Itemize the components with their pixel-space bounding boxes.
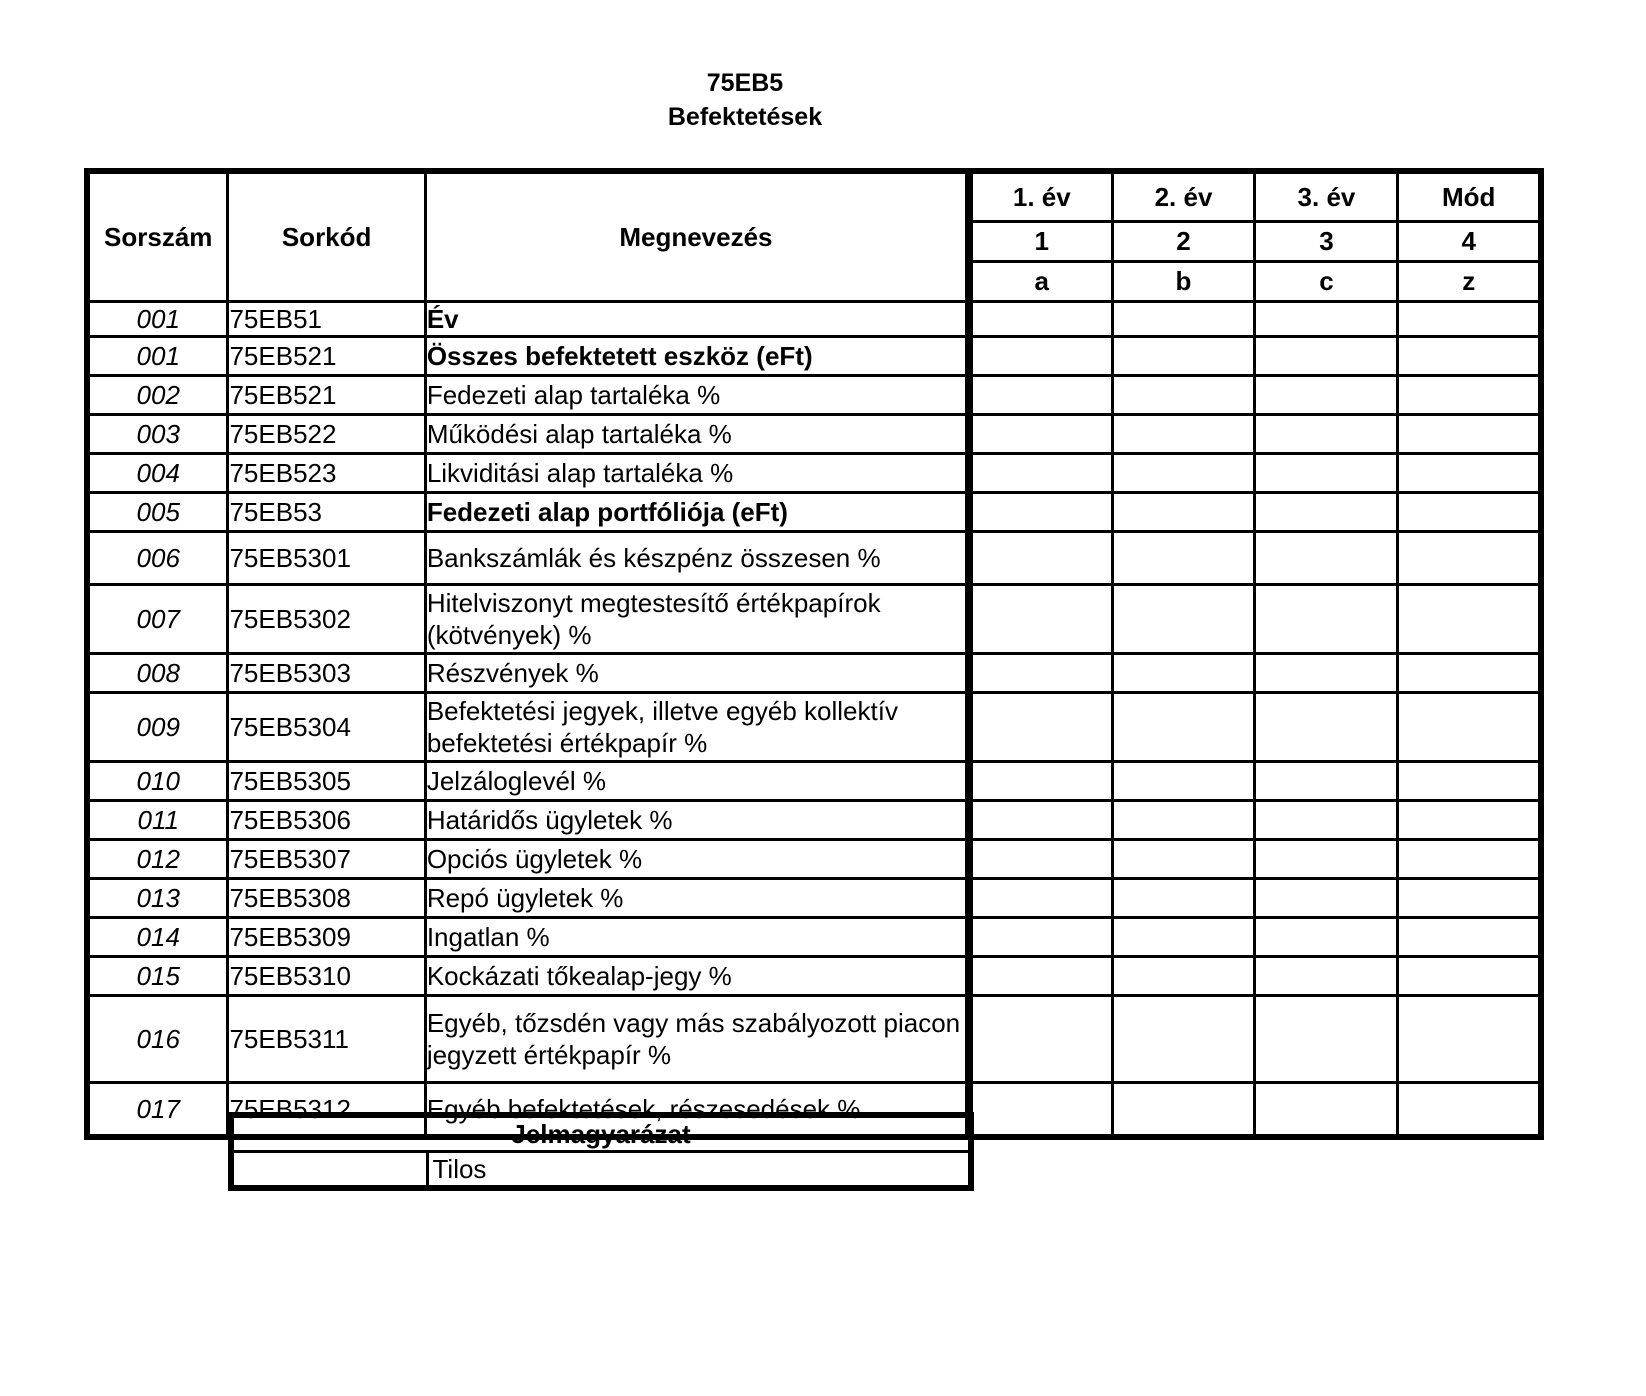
row-number: 003 (87, 415, 228, 454)
table-row (87, 654, 1541, 693)
row-code: 75EB521 (228, 337, 425, 376)
value-cell-col-1[interactable] (969, 302, 1112, 337)
table-row (87, 693, 1541, 762)
row-name: Bankszámlák és készpénz összesen % (425, 532, 969, 585)
value-cell-col-1[interactable] (969, 840, 1112, 879)
value-cell-col-1[interactable] (969, 879, 1112, 918)
row-code: 75EB5304 (228, 693, 425, 762)
row-code: 75EB5307 (228, 840, 425, 879)
value-cell-col-1[interactable] (969, 532, 1112, 585)
value-cell-col-4[interactable] (1398, 337, 1541, 376)
value-cell-col-4[interactable] (1398, 801, 1541, 840)
value-cell-col-4[interactable] (1398, 762, 1541, 801)
value-cell-col-3[interactable] (1255, 376, 1398, 415)
value-cell-col-3[interactable] (1255, 302, 1398, 337)
row-number: 010 (87, 762, 228, 801)
legend-table (228, 1112, 974, 1191)
value-cell-col-4[interactable] (1398, 493, 1541, 532)
value-cell-col-3[interactable] (1255, 585, 1398, 654)
header-col-4-letter: z (1398, 262, 1541, 302)
row-code: 75EB5305 (228, 762, 425, 801)
header-col-2-label: 2. év (1112, 171, 1255, 222)
row-number: 011 (87, 801, 228, 840)
table-row (87, 415, 1541, 454)
table-row (87, 376, 1541, 415)
header-col-4-num: 4 (1398, 222, 1541, 262)
table-row (87, 585, 1541, 654)
value-cell-col-2[interactable] (1112, 585, 1255, 654)
value-cell-col-1[interactable] (969, 654, 1112, 693)
row-name: Befektetési jegyek, illetve egyéb kollektív befektetési értékpapír % (425, 693, 969, 762)
row-name: Likviditási alap tartaléka % (425, 454, 969, 493)
value-cell-col-2[interactable] (1112, 693, 1255, 762)
value-cell-col-2[interactable] (1112, 1083, 1255, 1138)
legend-swatch (231, 1152, 427, 1189)
value-cell-col-2[interactable] (1112, 493, 1255, 532)
value-cell-col-4[interactable] (1398, 585, 1541, 654)
form-title: Befektetések (667, 103, 823, 131)
form-code: 75EB5 (706, 69, 784, 97)
row-name: Kockázati tőkealap-jegy % (425, 957, 969, 996)
value-cell-col-3[interactable] (1255, 918, 1398, 957)
header-sorszam: Sorszám (87, 171, 228, 302)
value-cell-col-1[interactable] (969, 693, 1112, 762)
value-cell-col-1[interactable] (969, 585, 1112, 654)
value-cell-col-1[interactable] (969, 415, 1112, 454)
row-number: 012 (87, 840, 228, 879)
value-cell-col-2[interactable] (1112, 762, 1255, 801)
value-cell-col-2[interactable] (1112, 918, 1255, 957)
value-cell-col-3[interactable] (1255, 1083, 1398, 1138)
main-table (84, 168, 1544, 1140)
row-number: 009 (87, 693, 228, 762)
header-megnevezes: Megnevezés (425, 171, 969, 302)
row-number: 006 (87, 532, 228, 585)
value-cell-col-2[interactable] (1112, 996, 1255, 1083)
value-cell-col-1[interactable] (969, 762, 1112, 801)
value-cell-col-3[interactable] (1255, 957, 1398, 996)
table-row (87, 918, 1541, 957)
row-code: 75EB521 (228, 376, 425, 415)
row-number: 001 (87, 337, 228, 376)
row-name: Repó ügyletek % (425, 879, 969, 918)
value-cell-col-2[interactable] (1112, 879, 1255, 918)
legend-title: Jelmagyarázat (231, 1115, 971, 1152)
row-name: Ingatlan % (425, 918, 969, 957)
value-cell-col-4[interactable] (1398, 302, 1541, 337)
header-col-3-letter: c (1255, 262, 1398, 302)
header-col-3-num: 3 (1255, 222, 1398, 262)
value-cell-col-4[interactable] (1398, 1083, 1541, 1138)
row-name: Összes befektetett eszköz (eFt) (425, 337, 969, 376)
table-row (87, 879, 1541, 918)
value-cell-col-1[interactable] (969, 918, 1112, 957)
table-row (87, 532, 1541, 585)
value-cell-col-1[interactable] (969, 1083, 1112, 1138)
value-cell-col-2[interactable] (1112, 840, 1255, 879)
value-cell-col-3[interactable] (1255, 532, 1398, 585)
row-code: 75EB5308 (228, 879, 425, 918)
row-code: 75EB5312 (228, 1083, 425, 1138)
table-row (87, 996, 1541, 1083)
table-row (87, 454, 1541, 493)
value-cell-col-4[interactable] (1398, 879, 1541, 918)
row-name: Hitelviszonyt megtestesítő értékpapírok (kötvények) % (425, 585, 969, 654)
row-name: Fedezeti alap tartaléka % (425, 376, 969, 415)
header-col-3-label: 3. év (1255, 171, 1398, 222)
row-name: Opciós ügyletek % (425, 840, 969, 879)
row-name: Határidős ügyletek % (425, 801, 969, 840)
value-cell-col-2[interactable] (1112, 654, 1255, 693)
table-row (87, 337, 1541, 376)
value-cell-col-3[interactable] (1255, 840, 1398, 879)
row-name: Év (425, 302, 969, 337)
row-number: 008 (87, 654, 228, 693)
value-cell-col-1[interactable] (969, 996, 1112, 1083)
table-row (87, 801, 1541, 840)
header-sorkod: Sorkód (228, 171, 425, 302)
value-cell-col-4[interactable] (1398, 454, 1541, 493)
value-cell-col-2[interactable] (1112, 415, 1255, 454)
row-name: Egyéb, tőzsdén vagy más szabályozott piacon jegyzett értékpapír % (425, 996, 969, 1083)
value-cell-col-3[interactable] (1255, 654, 1398, 693)
value-cell-col-3[interactable] (1255, 762, 1398, 801)
row-number: 015 (87, 957, 228, 996)
row-code: 75EB5310 (228, 957, 425, 996)
row-code: 75EB51 (228, 302, 425, 337)
row-code: 75EB522 (228, 415, 425, 454)
header-col-1-label: 1. év (969, 171, 1112, 222)
header-col-4-label: Mód (1398, 171, 1541, 222)
row-code: 75EB5301 (228, 532, 425, 585)
value-cell-col-3[interactable] (1255, 879, 1398, 918)
header-col-2-letter: b (1112, 262, 1255, 302)
value-cell-col-2[interactable] (1112, 376, 1255, 415)
value-cell-col-2[interactable] (1112, 337, 1255, 376)
row-name: Működési alap tartaléka % (425, 415, 969, 454)
title-block (0, 66, 1490, 134)
value-cell-col-3[interactable] (1255, 801, 1398, 840)
row-name: Jelzáloglevél % (425, 762, 969, 801)
value-cell-col-3[interactable] (1255, 337, 1398, 376)
value-cell-col-4[interactable] (1398, 415, 1541, 454)
row-code: 75EB5303 (228, 654, 425, 693)
table-row (87, 493, 1541, 532)
table-row (87, 302, 1541, 337)
value-cell-col-4[interactable] (1398, 840, 1541, 879)
row-code: 75EB5311 (228, 996, 425, 1083)
row-number: 005 (87, 493, 228, 532)
table-row (87, 840, 1541, 879)
row-code: 75EB53 (228, 493, 425, 532)
value-cell-col-2[interactable] (1112, 957, 1255, 996)
value-cell-col-1[interactable] (969, 454, 1112, 493)
value-cell-col-3[interactable] (1255, 493, 1398, 532)
value-cell-col-2[interactable] (1112, 302, 1255, 337)
table-row (87, 957, 1541, 996)
row-number: 014 (87, 918, 228, 957)
row-number: 007 (87, 585, 228, 654)
value-cell-col-1[interactable] (969, 493, 1112, 532)
row-code: 75EB5306 (228, 801, 425, 840)
value-cell-col-4[interactable] (1398, 532, 1541, 585)
row-name: Egyéb befektetések, részesedések % (425, 1083, 969, 1138)
row-number: 002 (87, 376, 228, 415)
value-cell-col-1[interactable] (969, 376, 1112, 415)
header-col-1-num: 1 (969, 222, 1112, 262)
value-cell-col-2[interactable] (1112, 801, 1255, 840)
legend-item: Tilos (427, 1152, 971, 1189)
value-cell-col-3[interactable] (1255, 454, 1398, 493)
row-number: 017 (87, 1083, 228, 1138)
row-number: 016 (87, 996, 228, 1083)
row-name: Fedezeti alap portfóliója (eFt) (425, 493, 969, 532)
table-body (87, 302, 1541, 1138)
row-code: 75EB523 (228, 454, 425, 493)
row-number: 004 (87, 454, 228, 493)
value-cell-col-3[interactable] (1255, 415, 1398, 454)
row-code: 75EB5309 (228, 918, 425, 957)
value-cell-col-4[interactable] (1398, 376, 1541, 415)
value-cell-col-4[interactable] (1398, 693, 1541, 762)
value-cell-col-2[interactable] (1112, 532, 1255, 585)
value-cell-col-4[interactable] (1398, 654, 1541, 693)
value-cell-col-1[interactable] (969, 957, 1112, 996)
row-name: Részvények % (425, 654, 969, 693)
table-row (87, 762, 1541, 801)
value-cell-col-4[interactable] (1398, 996, 1541, 1083)
value-cell-col-3[interactable] (1255, 996, 1398, 1083)
value-cell-col-2[interactable] (1112, 454, 1255, 493)
value-cell-col-4[interactable] (1398, 918, 1541, 957)
value-cell-col-4[interactable] (1398, 957, 1541, 996)
value-cell-col-3[interactable] (1255, 693, 1398, 762)
row-number: 001 (87, 302, 228, 337)
value-cell-col-1[interactable] (969, 801, 1112, 840)
row-number: 013 (87, 879, 228, 918)
header-col-1-letter: a (969, 262, 1112, 302)
header-col-2-num: 2 (1112, 222, 1255, 262)
value-cell-col-1[interactable] (969, 337, 1112, 376)
row-code: 75EB5302 (228, 585, 425, 654)
